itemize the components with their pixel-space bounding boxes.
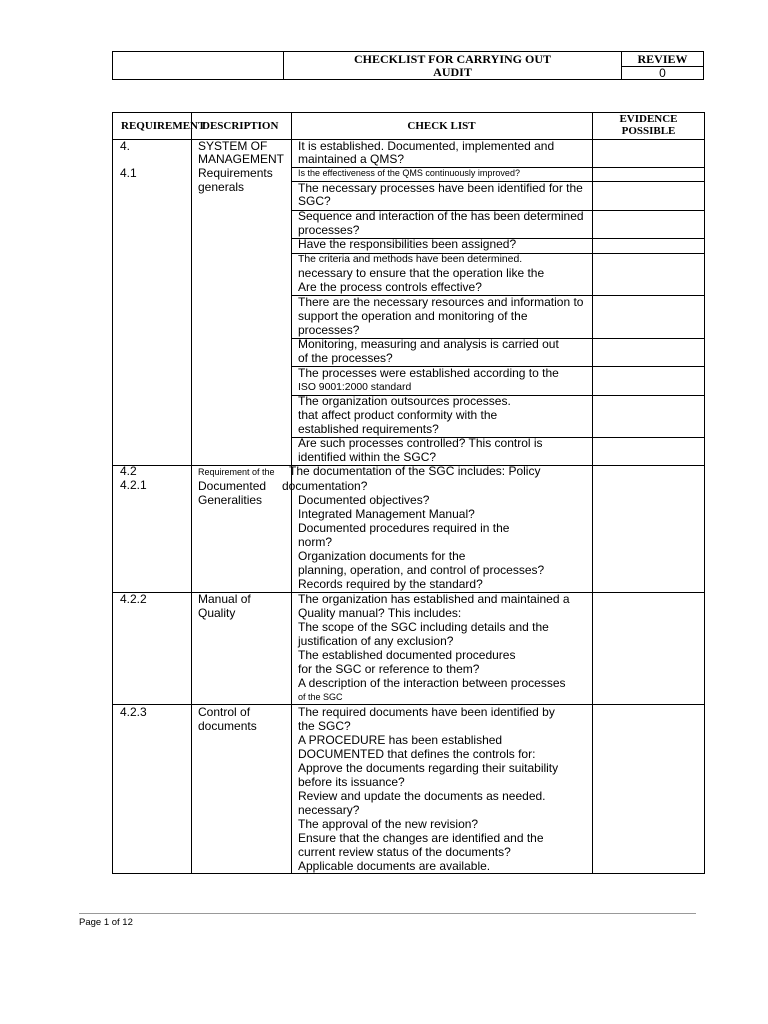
checklist-item: established requirements? [298, 422, 439, 436]
checklist-item: Ensure that the changes are identified and the [298, 831, 544, 845]
document-title-line: CHECKLIST FOR CARRYING OUT [353, 52, 552, 66]
requirement-description: Requirement of the [198, 467, 275, 477]
checklist-item: necessary? [298, 803, 360, 817]
checklist-item: Records required by the standard? [298, 577, 483, 591]
checklist-item: processes? [298, 223, 360, 237]
checklist-item: Integrated Management Manual? [298, 507, 475, 521]
checklist-item: The necessary processes have been identified for the [298, 181, 583, 195]
checklist-item: The scope of the SGC including details and the [298, 620, 549, 634]
column-divider [191, 113, 192, 873]
requirement-description: Control of [198, 705, 251, 719]
checklist-item: maintained a QMS? [298, 152, 405, 166]
checklist-item: Sequence and interaction of the has been determined [298, 209, 584, 223]
checklist-item: ISO 9001:2000 standard [298, 382, 412, 393]
column-header-description: DESCRIPTION [202, 120, 279, 132]
checklist-item: The approval of the new revision? [298, 817, 479, 831]
checklist-item: The processes were established according to the [298, 366, 559, 380]
checklist-item: Applicable documents are available. [298, 859, 491, 873]
checklist-item: Is the effectiveness of the QMS continuously improved? [298, 168, 520, 178]
checklist-item: processes? [298, 323, 360, 337]
requirement-number: 4.1 [120, 166, 137, 180]
column-header-requirement: REQUIREMENT [121, 120, 206, 132]
checklist-item: The organization outsources processes. [298, 394, 511, 408]
checklist-item: Documented objectives? [298, 493, 430, 507]
requirement-number: 4.2.2 [120, 592, 147, 606]
checklist-item: The organization has established and maintained a [298, 592, 570, 606]
document-title-line: AUDIT [433, 65, 472, 79]
review-label: REVIEW [637, 52, 688, 66]
checklist-item: Documented procedures required in the [298, 521, 510, 535]
requirement-number: 4.2.1 [120, 478, 147, 492]
column-header-evidence-line: POSSIBLE [621, 125, 676, 137]
requirement-description: Requirements [198, 166, 273, 180]
checklist-item: of the processes? [298, 351, 393, 365]
column-header-evidence-line: EVIDENCE [619, 113, 678, 125]
checklist-item: Are such processes controlled? This control is [298, 436, 543, 450]
checklist-item: support the operation and monitoring of the [298, 309, 528, 323]
checklist-item: The established documented procedures [298, 648, 516, 662]
requirement-description: Documented [198, 479, 267, 493]
checklist-item: necessary to ensure that the operation like the [298, 266, 545, 280]
checklist-item: that affect product conformity with the [298, 408, 498, 422]
review-value: 0 [659, 66, 666, 80]
column-header-evidence [593, 113, 704, 137]
requirement-number: 4. [120, 139, 131, 153]
checklist-item: Organization documents for the [298, 549, 466, 563]
document-title [284, 53, 621, 79]
checklist-item: for the SGC or reference to them? [298, 662, 480, 676]
checklist-item: SGC? [298, 194, 331, 208]
checklist-item: identified within the SGC? [298, 450, 437, 464]
checklist-item: justification of any exclusion? [298, 634, 454, 648]
checklist-item: planning, operation, and control of processes? [298, 563, 545, 577]
checklist-item: Approve the documents regarding their suitability [298, 761, 559, 775]
checklist-item: norm? [298, 535, 333, 549]
requirement-description: MANAGEMENT [198, 152, 285, 166]
column-divider [592, 113, 593, 873]
audit-checklist-table [112, 112, 705, 874]
requirement-description: Quality [198, 606, 236, 620]
checklist-item: Review and update the documents as needed. [298, 789, 546, 803]
checklist-item: Have the responsibilities been assigned? [298, 237, 517, 251]
document-header [112, 51, 704, 80]
checklist-item: Are the process controls effective? [298, 280, 482, 294]
requirement-description: documents [198, 719, 257, 733]
checklist-item: of the SGC [298, 692, 343, 702]
footer-divider [79, 913, 696, 914]
checklist-item: A description of the interaction between processes [298, 676, 566, 690]
column-header-checklist: CHECK LIST [407, 120, 476, 132]
checklist-item: There are the necessary resources and information to [298, 295, 584, 309]
checklist-item: Quality manual? This includes: [298, 606, 462, 620]
checklist-item: The documentation of the SGC includes: Policy [289, 464, 541, 478]
requirement-description: Generalities [198, 493, 263, 507]
page-number: Page 1 of 12 [79, 917, 133, 928]
checklist-item: DOCUMENTED that defines the controls for: [298, 747, 536, 761]
requirement-description: generals [198, 180, 245, 194]
checklist-item: before its issuance? [298, 775, 405, 789]
checklist-item: The criteria and methods have been determined. [298, 254, 523, 265]
checklist-item: It is established. Documented, implemented and [298, 139, 555, 153]
requirement-number: 4.2.3 [120, 705, 147, 719]
checklist-item: the SGC? [298, 719, 351, 733]
requirement-description: Manual of [198, 592, 251, 606]
checklist-item: The required documents have been identified by [298, 705, 555, 719]
checklist-item: Monitoring, measuring and analysis is carried out [298, 337, 559, 351]
checklist-item: documentation? [282, 479, 368, 493]
checklist-item: A PROCEDURE has been established [298, 733, 503, 747]
requirement-description: SYSTEM OF [198, 139, 268, 153]
requirement-number: 4.2 [120, 464, 137, 478]
checklist-item: current review status of the documents? [298, 845, 511, 859]
